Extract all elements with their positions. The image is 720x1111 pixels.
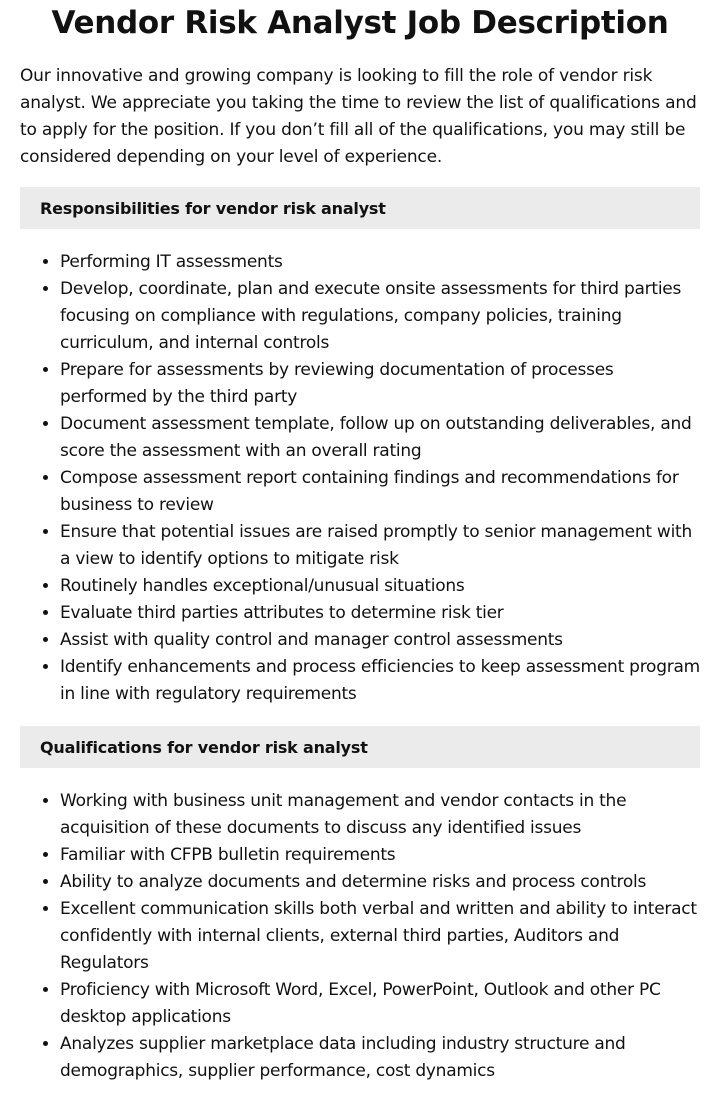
list-item: • Compose assessment report containing findings and recommendations for business to review — [60, 465, 700, 519]
list-item: • Ensure that potential issues are raised promptly to senior management with a view to identify options to mitigate risk — [60, 519, 700, 573]
list-item: • Familiar with CFPB bulletin requirements — [60, 842, 700, 869]
list-item: • Document assessment template, follow up on outstanding deliverables, and score the assessment with an overall rating — [60, 411, 700, 465]
page-title: Vendor Risk Analyst Job Description — [51, 5, 669, 41]
list-item: • Identify enhancements and process efficiencies to keep assessment program in line with regulatory requirements — [60, 654, 700, 708]
list-item: • Proficiency with Microsoft Word, Excel, PowerPoint, Outlook and other PC desktop applications — [60, 977, 700, 1031]
qualifications-heading: Qualifications for vendor risk analyst — [20, 726, 700, 768]
qualifications-list — [20, 788, 700, 1085]
list-item: • Analyzes supplier marketplace data including industry structure and demographics, supplier performance, cost dynamics — [60, 1031, 700, 1085]
responsibilities-list — [20, 249, 700, 708]
list-item: • Assist with quality control and manager control assessments — [60, 627, 700, 654]
responsibilities-heading: Responsibilities for vendor risk analyst — [20, 187, 700, 229]
list-item: • Excellent communication skills both verbal and written and ability to interact confidently with internal clients, external third parties, Auditors and Regulators — [60, 896, 700, 977]
list-item: • Prepare for assessments by reviewing documentation of processes performed by the third party — [60, 357, 700, 411]
list-item: • Routinely handles exceptional/unusual situations — [60, 573, 700, 600]
list-item: • Evaluate third parties attributes to determine risk tier — [60, 600, 700, 627]
list-item: • Develop, coordinate, plan and execute onsite assessments for third parties focusing on compliance with regulations, company policies, training curriculum, and internal controls — [60, 276, 700, 357]
list-item: • Performing IT assessments — [60, 249, 700, 276]
list-item: • Working with business unit management and vendor contacts in the acquisition of these documents to discuss any identified issues — [60, 788, 700, 842]
intro-paragraph: Our innovative and growing company is looking to fill the role of vendor risk analyst. We appreciate you taking the time to review the list of qualifications and to apply for the position. If you don’t fill all of the qualifications, you may still be considered depending on your level of experience. — [20, 66, 697, 167]
list-item: • Ability to analyze documents and determine risks and process controls — [60, 869, 700, 896]
